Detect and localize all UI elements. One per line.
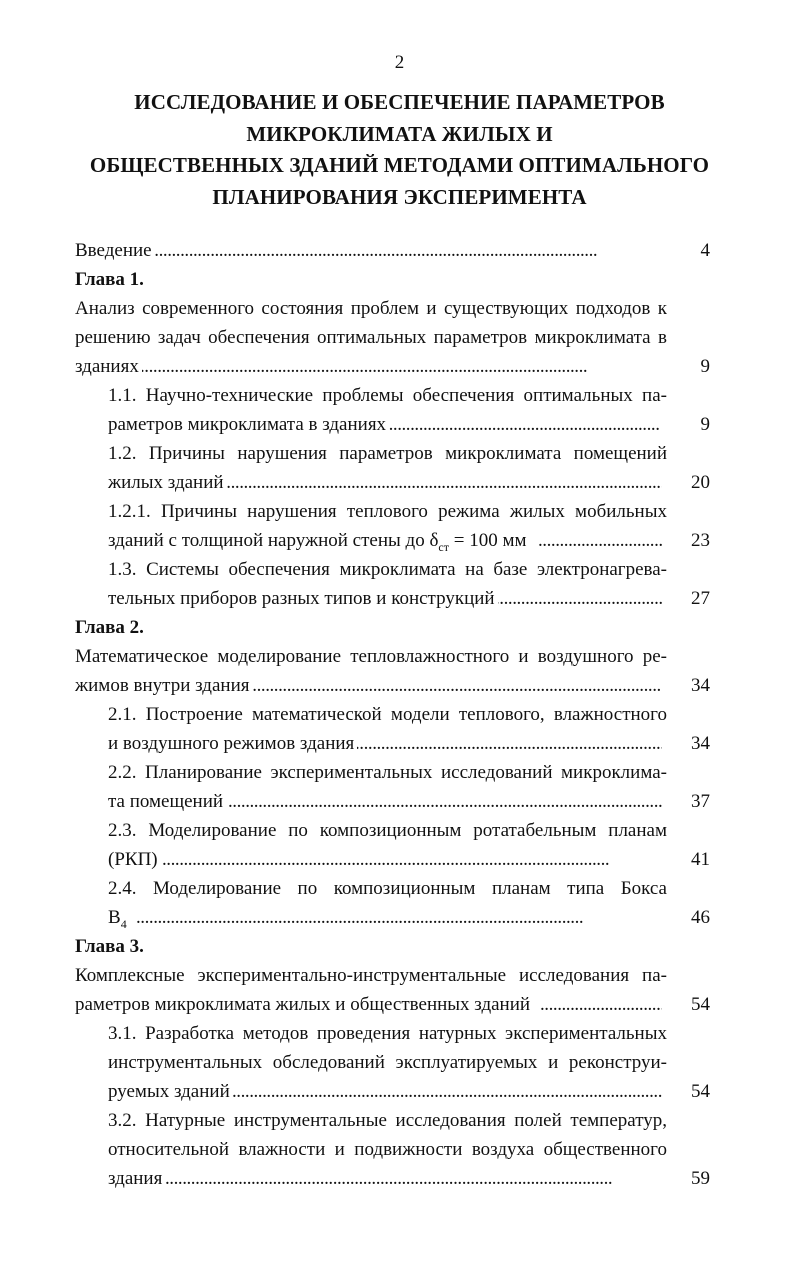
toc-page: 54 [691, 1081, 710, 1102]
toc-label: та помещений [108, 790, 226, 814]
section-line: 1.3. Системы обеспечения микроклимата на базе электронагрева- [108, 559, 667, 580]
dot-leader [540, 993, 662, 1017]
dot-leader [228, 790, 662, 814]
toc-page: 41 [691, 849, 710, 870]
toc-entry-chapter2[interactable] [0, 674, 799, 698]
chapter-heading: Глава 1. [75, 269, 144, 290]
chapter-heading: Глава 2. [75, 617, 144, 638]
chapter-title-line: Комплексные экспериментально-инструментальные исследования па- [75, 965, 667, 986]
dot-leader [222, 471, 662, 495]
dot-leader [538, 529, 662, 553]
toc-label: раметров микроклимата жилых и общественных зданий [75, 993, 533, 1017]
section-line: 2.1. Построение математической модели теплового, влажностного [108, 704, 667, 725]
title-line-3: ОБЩЕСТВЕННЫХ ЗДАНИЙ МЕТОДАМИ ОПТИМАЛЬНОГО [89, 153, 710, 177]
toc-label: и воздушного режимов здания [108, 732, 357, 756]
dot-leader [232, 1080, 662, 1104]
title-line-2: МИКРОКЛИМАТА ЖИЛЫХ И [246, 122, 553, 146]
section-line: относительной влажности и подвижности воздуха общественного [108, 1139, 667, 1160]
chapter-heading: Глава 3. [75, 936, 144, 957]
toc-page: 46 [691, 907, 710, 928]
section-line: инструментальных обследований эксплуатируемых и реконструи- [108, 1052, 667, 1073]
toc-label: жимов внутри здания [75, 674, 252, 698]
toc-page: 27 [691, 588, 710, 609]
subscript: ст [438, 539, 449, 554]
toc-entry-chapter1[interactable] [0, 355, 799, 379]
section-line: 2.2. Планирование экспериментальных исследований микроклима- [108, 762, 667, 783]
title-line-4: ПЛАНИРОВАНИЯ ЭКСПЕРИМЕНТА [212, 185, 587, 209]
toc-page: 23 [691, 530, 710, 551]
dot-leader [380, 413, 660, 437]
dot-leader [165, 1167, 662, 1191]
section-line: 2.4. Моделирование по композиционным планам типа Бокса [108, 878, 667, 899]
toc-label: зданиях [75, 355, 142, 379]
toc-entry-intro[interactable] [0, 239, 799, 263]
dot-leader [136, 906, 662, 930]
section-line: 1.1. Научно-технические проблемы обеспечения оптимальных па- [108, 385, 667, 406]
section-line: 3.2. Натурные инструментальные исследования полей температур, [108, 1110, 667, 1131]
toc-label: тельных приборов разных типов и конструкций [108, 587, 498, 611]
toc-label: руемых зданий [108, 1080, 233, 1104]
dot-leader [248, 674, 662, 698]
toc-page: 37 [691, 791, 710, 812]
toc-label: (РКП) [108, 848, 161, 872]
toc-entry-2-3[interactable] [0, 848, 799, 872]
chapter-title-line: Анализ современного состояния проблем и существующих подходов к [75, 298, 667, 319]
toc-page: 9 [700, 356, 710, 377]
chapter-title-line: Математическое моделирование тепловлажностного и воздушного ре- [75, 646, 667, 667]
chapter-title-line: решению задач обеспечения оптимальных параметров микроклимата в [75, 327, 667, 348]
section-line: 1.2.1. Причины нарушения теплового режима жилых мобильных [108, 501, 667, 522]
section-line: 1.2. Причины нарушения параметров микроклимата помещений [108, 443, 667, 464]
page-number: 2 [394, 52, 405, 73]
section-line: 3.1. Разработка методов проведения натурных экспериментальных [108, 1023, 667, 1044]
toc-page: 59 [691, 1168, 710, 1189]
toc-page: 54 [691, 994, 710, 1015]
toc-label-tail: = 100 мм [448, 530, 527, 551]
toc-entry-chapter3[interactable] [0, 993, 799, 1017]
toc-entry-1-2[interactable] [0, 471, 799, 495]
toc-page: 9 [700, 414, 710, 435]
toc-entry-1-3[interactable] [0, 587, 799, 611]
toc-label [108, 906, 130, 936]
title-line-1: ИССЛЕДОВАНИЕ И ОБЕСПЕЧЕНИЕ ПАРАМЕТРОВ [134, 90, 665, 114]
section-line: 2.3. Моделирование по композиционным ротатабельным планам [108, 820, 667, 841]
toc-entry-1-2-1[interactable] [0, 529, 799, 553]
toc-page: 20 [691, 472, 710, 493]
toc-entry-3-2[interactable] [0, 1167, 799, 1191]
subscript: 4 [120, 916, 127, 931]
dot-leader [140, 355, 630, 379]
toc-label: здания [108, 1167, 165, 1191]
toc-page: 4 [700, 240, 710, 261]
toc-entry-2-2[interactable] [0, 790, 799, 814]
toc-label: раметров микроклимата в зданиях [108, 413, 389, 437]
toc-page: 34 [691, 675, 710, 696]
toc-entry-1-1[interactable] [0, 413, 799, 437]
toc-label: Введение [75, 239, 155, 263]
dot-leader [355, 732, 662, 756]
toc-entry-2-1[interactable] [0, 732, 799, 756]
dot-leader [495, 587, 662, 611]
dot-leader [162, 848, 662, 872]
toc-entry-3-1[interactable] [0, 1080, 799, 1104]
toc-label [108, 529, 530, 559]
toc-page: 34 [691, 733, 710, 754]
toc-entry-2-4[interactable] [0, 906, 799, 930]
dot-leader [150, 239, 662, 263]
toc-label: жилых зданий [108, 471, 227, 495]
toc-label-text: зданий с толщиной наружной стены до δ [108, 530, 439, 551]
toc-label-text: B [108, 907, 121, 928]
